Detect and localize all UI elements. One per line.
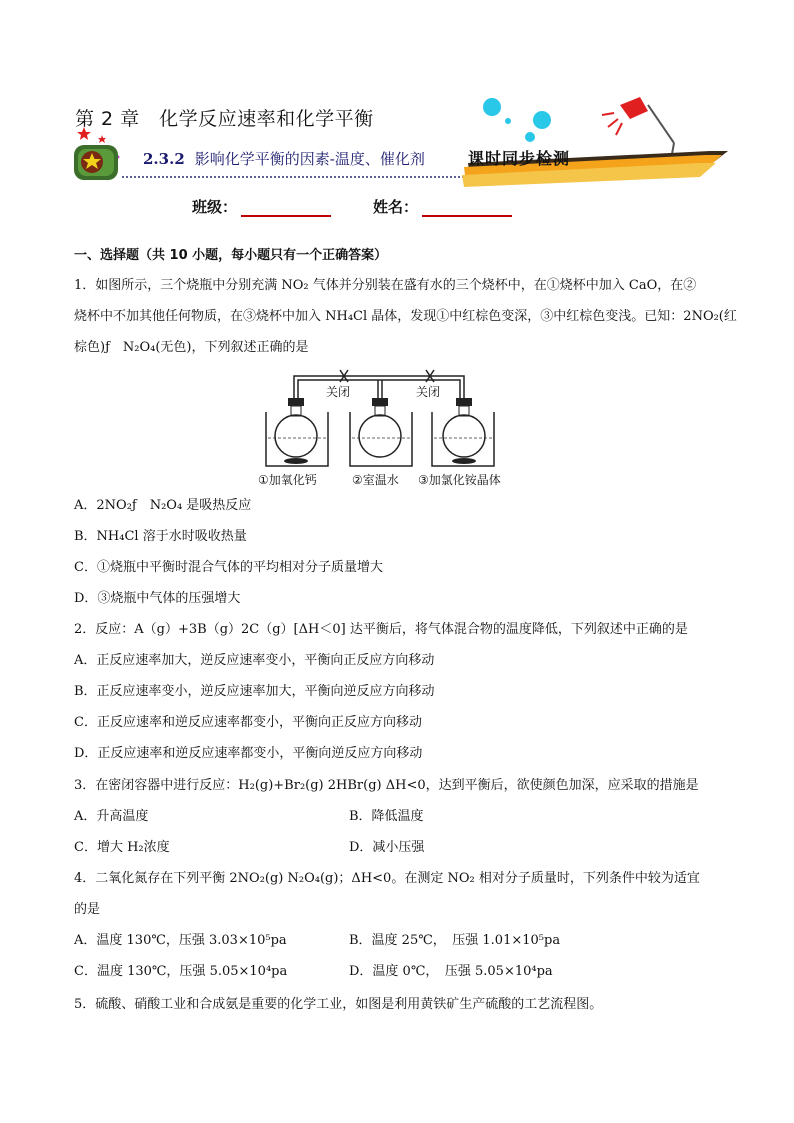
section-number: 2.3.2 [143, 150, 185, 168]
beaker-2 [350, 398, 412, 466]
name-label: 姓名： [373, 198, 419, 216]
q2-option-d: D．正反应速率和逆反应速率都变小，平衡向逆反应方向移动 [74, 746, 423, 761]
q4-option-row2 [74, 962, 553, 982]
beaker-1 [266, 398, 328, 466]
beaker-3 [432, 398, 494, 466]
q3-option-a: A．升高温度 [74, 809, 149, 824]
red-star-icon-small [98, 135, 106, 143]
q3-stem: 3．在密闭容器中进行反应：H₂(g)+Br₂(g) 2HBr(g) ΔH<0，达到平衡后，欲使颜色加深，应采取的措施是 [74, 778, 699, 793]
caption-1: ①加氧化钙 [258, 473, 317, 487]
chapter-title: 第 2 章 化学反应速率和化学平衡 [75, 108, 374, 130]
q1-stem-line1: 1．如图所示，三个烧瓶中分别充满 NO₂ 气体并分别装在盛有水的三个烧杯中，在①烧杯中加入 CaO，在② [74, 278, 697, 293]
caption-3: ③加氯化铵晶体 [418, 473, 501, 487]
q1-stem-line3: 棕色)ƒ N₂O₄(无色)，下列叙述正确的是 [74, 340, 309, 355]
q3-option-d: D．减小压强 [349, 840, 425, 855]
q1-option-c: C．①烧瓶中平衡时混合气体的平均相对分子质量增大 [74, 560, 383, 575]
q4-option-c: C．温度 130℃，压强 5.05×10⁴pa [74, 964, 288, 979]
bubble-icon [533, 111, 551, 129]
banner-label: 课时同步检测 [468, 149, 571, 168]
bubble-icon [483, 98, 501, 116]
section-heading-choice: 一、选择题（共 10 小题，每小题只有一个正确答案） [74, 248, 388, 263]
q2-option-b: B．正反应速率变小，逆反应速率加大，平衡向逆反应方向移动 [74, 684, 435, 699]
q2-option-a: A．正反应速率加大，逆反应速率变小，平衡向正反应方向移动 [74, 653, 435, 668]
name-field[interactable] [422, 201, 512, 217]
q3-option-row1 [74, 807, 424, 827]
q4-option-d: D．温度 0℃， 压强 5.05×10⁴pa [349, 964, 553, 979]
class-label: 班级： [192, 198, 238, 216]
q2-option-c: C．正反应速率和逆反应速率都变小，平衡向正反应方向移动 [74, 715, 422, 730]
flask-apparatus-figure [258, 366, 548, 491]
q3-option-b: B．降低温度 [349, 809, 424, 824]
q3-option-row2 [74, 838, 425, 858]
class-field[interactable] [241, 201, 331, 217]
q3-option-c: C．增大 H₂浓度 [74, 840, 170, 855]
q1-stem-line2: 烧杯中不加其他任何物质，在③烧杯中加入 NH₄Cl 晶体，发现①中红棕色变深，③中红棕色变浅。已知：2NO₂(红 [74, 309, 737, 324]
q4-option-b: B．温度 25℃， 压强 1.01×10⁵pa [349, 933, 561, 948]
desk-lamp-icon [620, 97, 648, 119]
q2-stem: 2．反应：A（g）+3B（g）2C（g）[ΔH＜0] 达平衡后，将气体混合物的温度降低，下列叙述中正确的是 [74, 622, 688, 637]
close-label-1: 关闭 [326, 385, 351, 399]
section-heading [143, 148, 425, 169]
bubble-icon [525, 132, 535, 142]
q1-option-a: A．2NO₂ƒ N₂O₄ 是吸热反应 [74, 498, 252, 513]
q4-option-row1 [74, 931, 561, 951]
caption-2: ②室温水 [352, 473, 399, 487]
q4-option-a: A．温度 130℃，压强 3.03×10⁵pa [74, 933, 287, 948]
close-label-2: 关闭 [416, 385, 441, 399]
section-title: 影响化学平衡的因素-温度、催化剂 [194, 150, 425, 168]
q1-option-b: B．NH₄Cl 溶于水时吸收热量 [74, 529, 247, 544]
q4-stem-line2: 的是 [74, 902, 101, 917]
student-info-row [192, 196, 512, 217]
q4-stem-line1: 4．二氧化氮存在下列平衡 2NO₂(g) N₂O₄(g)；ΔH<0。在测定 NO₂ 相对分子质量时，下列条件中较为适宜 [74, 871, 700, 886]
q1-option-d: D．③烧瓶中气体的压强增大 [74, 591, 241, 606]
q5-stem: 5．硫酸、硝酸工业和合成氨是重要的化学工业，如图是利用黄铁矿生产硫酸的工艺流程图。 [74, 997, 603, 1012]
